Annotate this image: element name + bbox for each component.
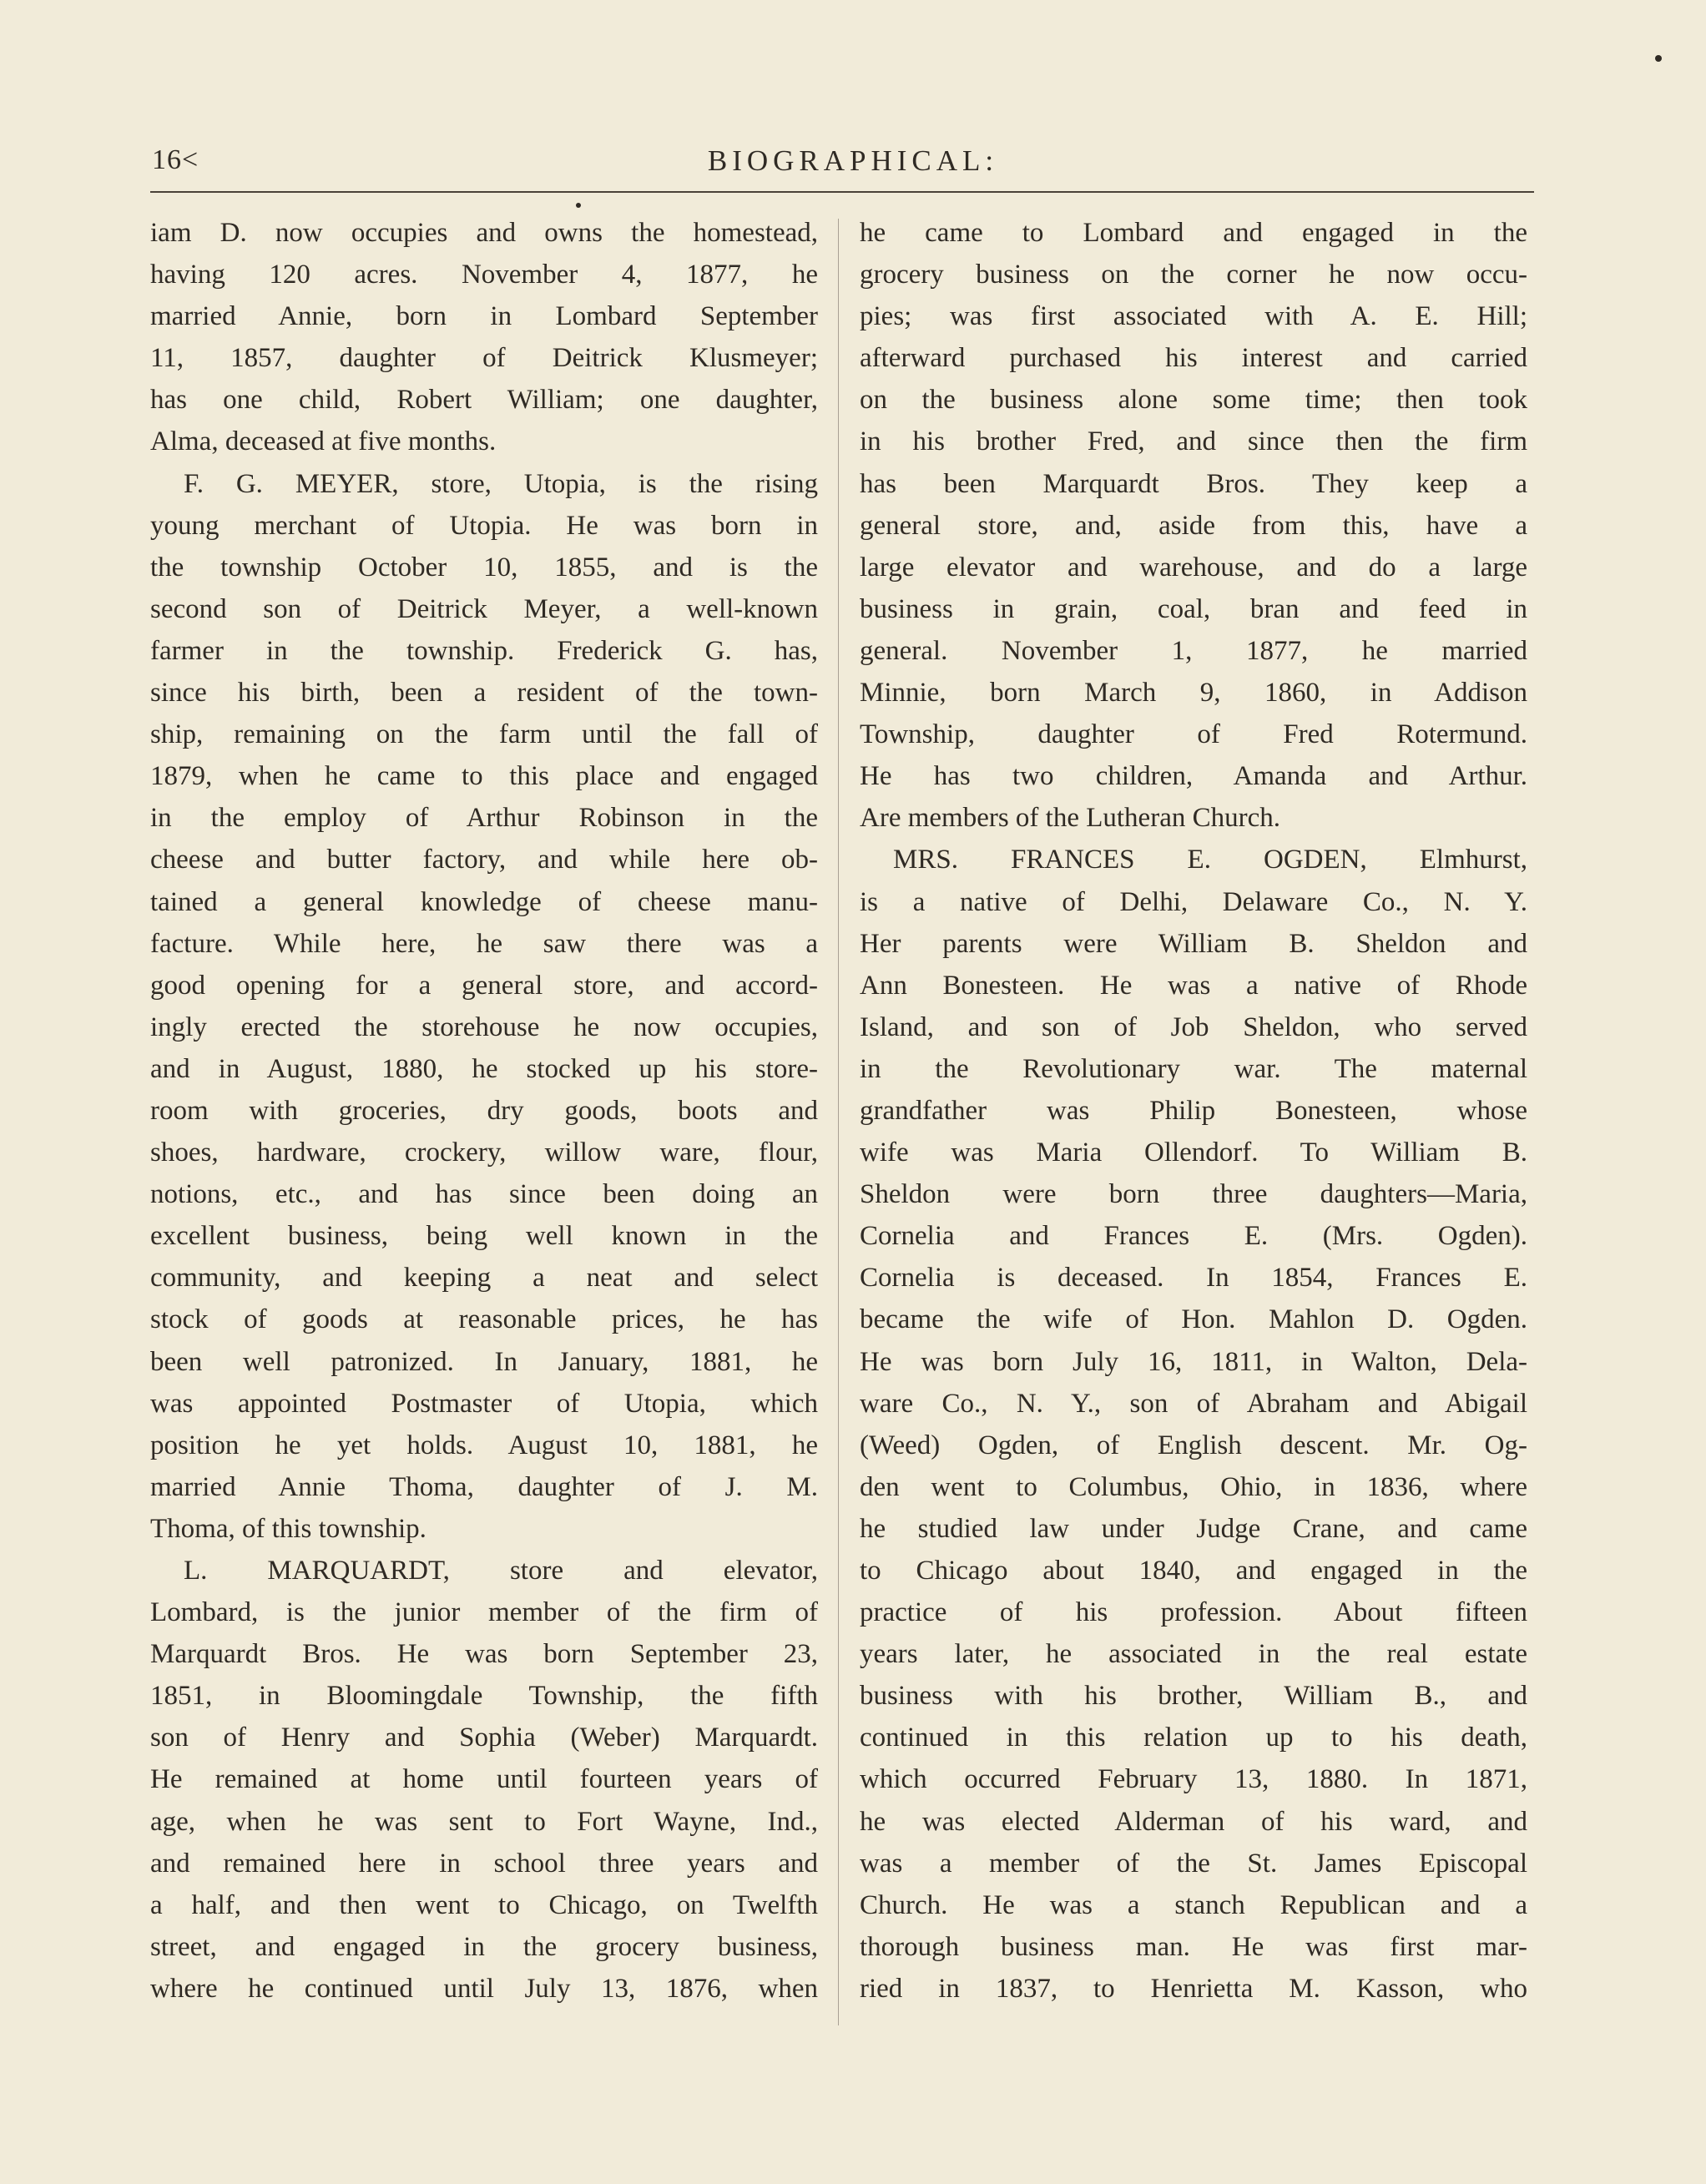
text-line: where he continued until July 13, 1876, when — [150, 1973, 818, 2004]
text-line: business in grain, coal, bran and feed in — [860, 593, 1527, 624]
text-line: which occurred February 13, 1880. In 1871, — [860, 1764, 1527, 1795]
text-line: son of Henry and Sophia (Weber) Marquardt. — [150, 1722, 818, 1753]
text-line: Island, and son of Job Sheldon, who served — [860, 1011, 1527, 1042]
text-line: farmer in the township. Frederick G. has, — [150, 635, 818, 666]
text-line: general store, and, aside from this, have a — [860, 510, 1527, 541]
text-line: L. MARQUARDT, store and elevator, — [184, 1556, 818, 1586]
rule-mark — [576, 203, 581, 208]
text-line: stock of goods at reasonable prices, he has — [150, 1304, 818, 1335]
text-line: den went to Columbus, Ohio, in 1836, where — [860, 1471, 1527, 1502]
text-line: He has two children, Amanda and Arthur. — [860, 761, 1527, 792]
text-line: shoes, hardware, crockery, willow ware, flour, — [150, 1137, 818, 1168]
text-line: Her parents were William B. Sheldon and — [860, 928, 1527, 959]
text-line: pies; was first associated with A. E. Hill; — [860, 301, 1527, 332]
text-line: large elevator and warehouse, and do a large — [860, 552, 1527, 583]
text-line: MRS. FRANCES E. OGDEN, Elmhurst, — [893, 845, 1527, 875]
text-line: Marquardt Bros. He was born September 23, — [150, 1639, 818, 1670]
text-line: street, and engaged in the grocery business, — [150, 1931, 818, 1962]
text-line: iam D. now occupies and owns the homestead, — [150, 218, 818, 248]
left-column — [150, 212, 818, 2010]
text-line: excellent business, being well known in the — [150, 1221, 818, 1252]
text-line: Alma, deceased at five months. — [150, 426, 497, 457]
text-line: second son of Deitrick Meyer, a well-known — [150, 593, 818, 624]
text-line: facture. While here, he saw there was a — [150, 928, 818, 959]
text-line: room with groceries, dry goods, boots and — [150, 1095, 818, 1126]
text-line: on the business alone some time; then took — [860, 385, 1527, 416]
text-line: married Annie, born in Lombard September — [150, 301, 818, 332]
text-line: grocery business on the corner he now occu- — [860, 260, 1527, 290]
text-line: cheese and butter factory, and while here ob- — [150, 845, 818, 875]
text-line: Ann Bonesteen. He was a native of Rhode — [860, 970, 1527, 1001]
text-line: community, and keeping a neat and select — [150, 1263, 818, 1294]
text-line: Are members of the Lutheran Church. — [860, 803, 1280, 834]
text-line: ingly erected the storehouse he now occupies, — [150, 1011, 818, 1042]
text-line: having 120 acres. November 4, 1877, he — [150, 260, 818, 290]
text-line: Sheldon were born three daughters—Maria, — [860, 1179, 1527, 1210]
text-line: age, when he was sent to Fort Wayne, Ind., — [150, 1806, 818, 1837]
text-line: was a member of the St. James Episcopal — [860, 1848, 1527, 1879]
text-line: general. November 1, 1877, he married — [860, 635, 1527, 666]
text-line: wife was Maria Ollendorf. To William B. — [860, 1137, 1527, 1168]
text-line: in the Revolutionary war. The maternal — [860, 1053, 1527, 1084]
text-line: grandfather was Philip Bonesteen, whose — [860, 1095, 1527, 1126]
text-line: since his birth, been a resident of the town- — [150, 678, 818, 709]
text-line: Thoma, of this township. — [150, 1513, 426, 1544]
text-line: business with his brother, William B., and — [860, 1681, 1527, 1712]
text-line: afterward purchased his interest and carried — [860, 343, 1527, 374]
ink-speck — [1655, 55, 1662, 62]
text-line: is a native of Delhi, Delaware Co., N. Y. — [860, 886, 1527, 917]
text-line: been well patronized. In January, 1881, he — [150, 1346, 818, 1377]
running-head: BIOGRAPHICAL: — [707, 144, 999, 177]
text-line: years later, he associated in the real estate — [860, 1639, 1527, 1670]
text-line: position he yet holds. August 10, 1881, he — [150, 1430, 818, 1460]
text-line: Cornelia and Frances E. (Mrs. Ogden). — [860, 1221, 1527, 1252]
text-line: to Chicago about 1840, and engaged in the — [860, 1556, 1527, 1586]
text-line: Township, daughter of Fred Rotermund. — [860, 719, 1527, 750]
text-line: Church. He was a stanch Republican and a — [860, 1889, 1527, 1920]
text-line: has been Marquardt Bros. They keep a — [860, 468, 1527, 499]
text-line: young merchant of Utopia. He was born in — [150, 510, 818, 541]
text-line: continued in this relation up to his death, — [860, 1722, 1527, 1753]
text-line: became the wife of Hon. Mahlon D. Ogden. — [860, 1304, 1527, 1335]
text-line: he was elected Alderman of his ward, and — [860, 1806, 1527, 1837]
text-line: notions, etc., and has since been doing an — [150, 1179, 818, 1210]
right-column — [860, 212, 1527, 2010]
text-line: 11, 1857, daughter of Deitrick Klusmeyer; — [150, 343, 818, 374]
text-line: He remained at home until fourteen years of — [150, 1764, 818, 1795]
text-line: 1851, in Bloomingdale Township, the fifth — [150, 1681, 818, 1712]
text-line: the township October 10, 1855, and is the — [150, 552, 818, 583]
text-line: was appointed Postmaster of Utopia, which — [150, 1388, 818, 1419]
page-number: 16˂ — [152, 144, 199, 175]
text-line: Cornelia is deceased. In 1854, Frances E. — [860, 1263, 1527, 1294]
header-rule — [150, 191, 1534, 193]
text-line: in his brother Fred, and since then the firm — [860, 426, 1527, 457]
text-line: he studied law under Judge Crane, and came — [860, 1513, 1527, 1544]
column-divider — [838, 219, 839, 2025]
text-line: Lombard, is the junior member of the firm of — [150, 1597, 818, 1628]
text-line: tained a general knowledge of cheese manu- — [150, 886, 818, 917]
text-line: F. G. MEYER, store, Utopia, is the rising — [184, 468, 818, 499]
text-line: ship, remaining on the farm until the fall of — [150, 719, 818, 750]
text-line: and remained here in school three years and — [150, 1848, 818, 1879]
text-line: (Weed) Ogden, of English descent. Mr. Og- — [860, 1430, 1527, 1460]
text-line: good opening for a general store, and accord- — [150, 970, 818, 1001]
text-line: practice of his profession. About fifteen — [860, 1597, 1527, 1628]
text-line: He was born July 16, 1811, in Walton, Dela- — [860, 1346, 1527, 1377]
text-line: Minnie, born March 9, 1860, in Addison — [860, 678, 1527, 709]
text-line: thorough business man. He was first mar- — [860, 1931, 1527, 1962]
text-line: ried in 1837, to Henrietta M. Kasson, who — [860, 1973, 1527, 2004]
text-line: ware Co., N. Y., son of Abraham and Abigail — [860, 1388, 1527, 1419]
text-line: and in August, 1880, he stocked up his store- — [150, 1053, 818, 1084]
text-line: 1879, when he came to this place and engaged — [150, 761, 818, 792]
text-line: has one child, Robert William; one daughter, — [150, 385, 818, 416]
text-line: in the employ of Arthur Robinson in the — [150, 803, 818, 834]
text-line: married Annie Thoma, daughter of J. M. — [150, 1471, 818, 1502]
text-line: he came to Lombard and engaged in the — [860, 218, 1527, 248]
text-line: a half, and then went to Chicago, on Twelfth — [150, 1889, 818, 1920]
